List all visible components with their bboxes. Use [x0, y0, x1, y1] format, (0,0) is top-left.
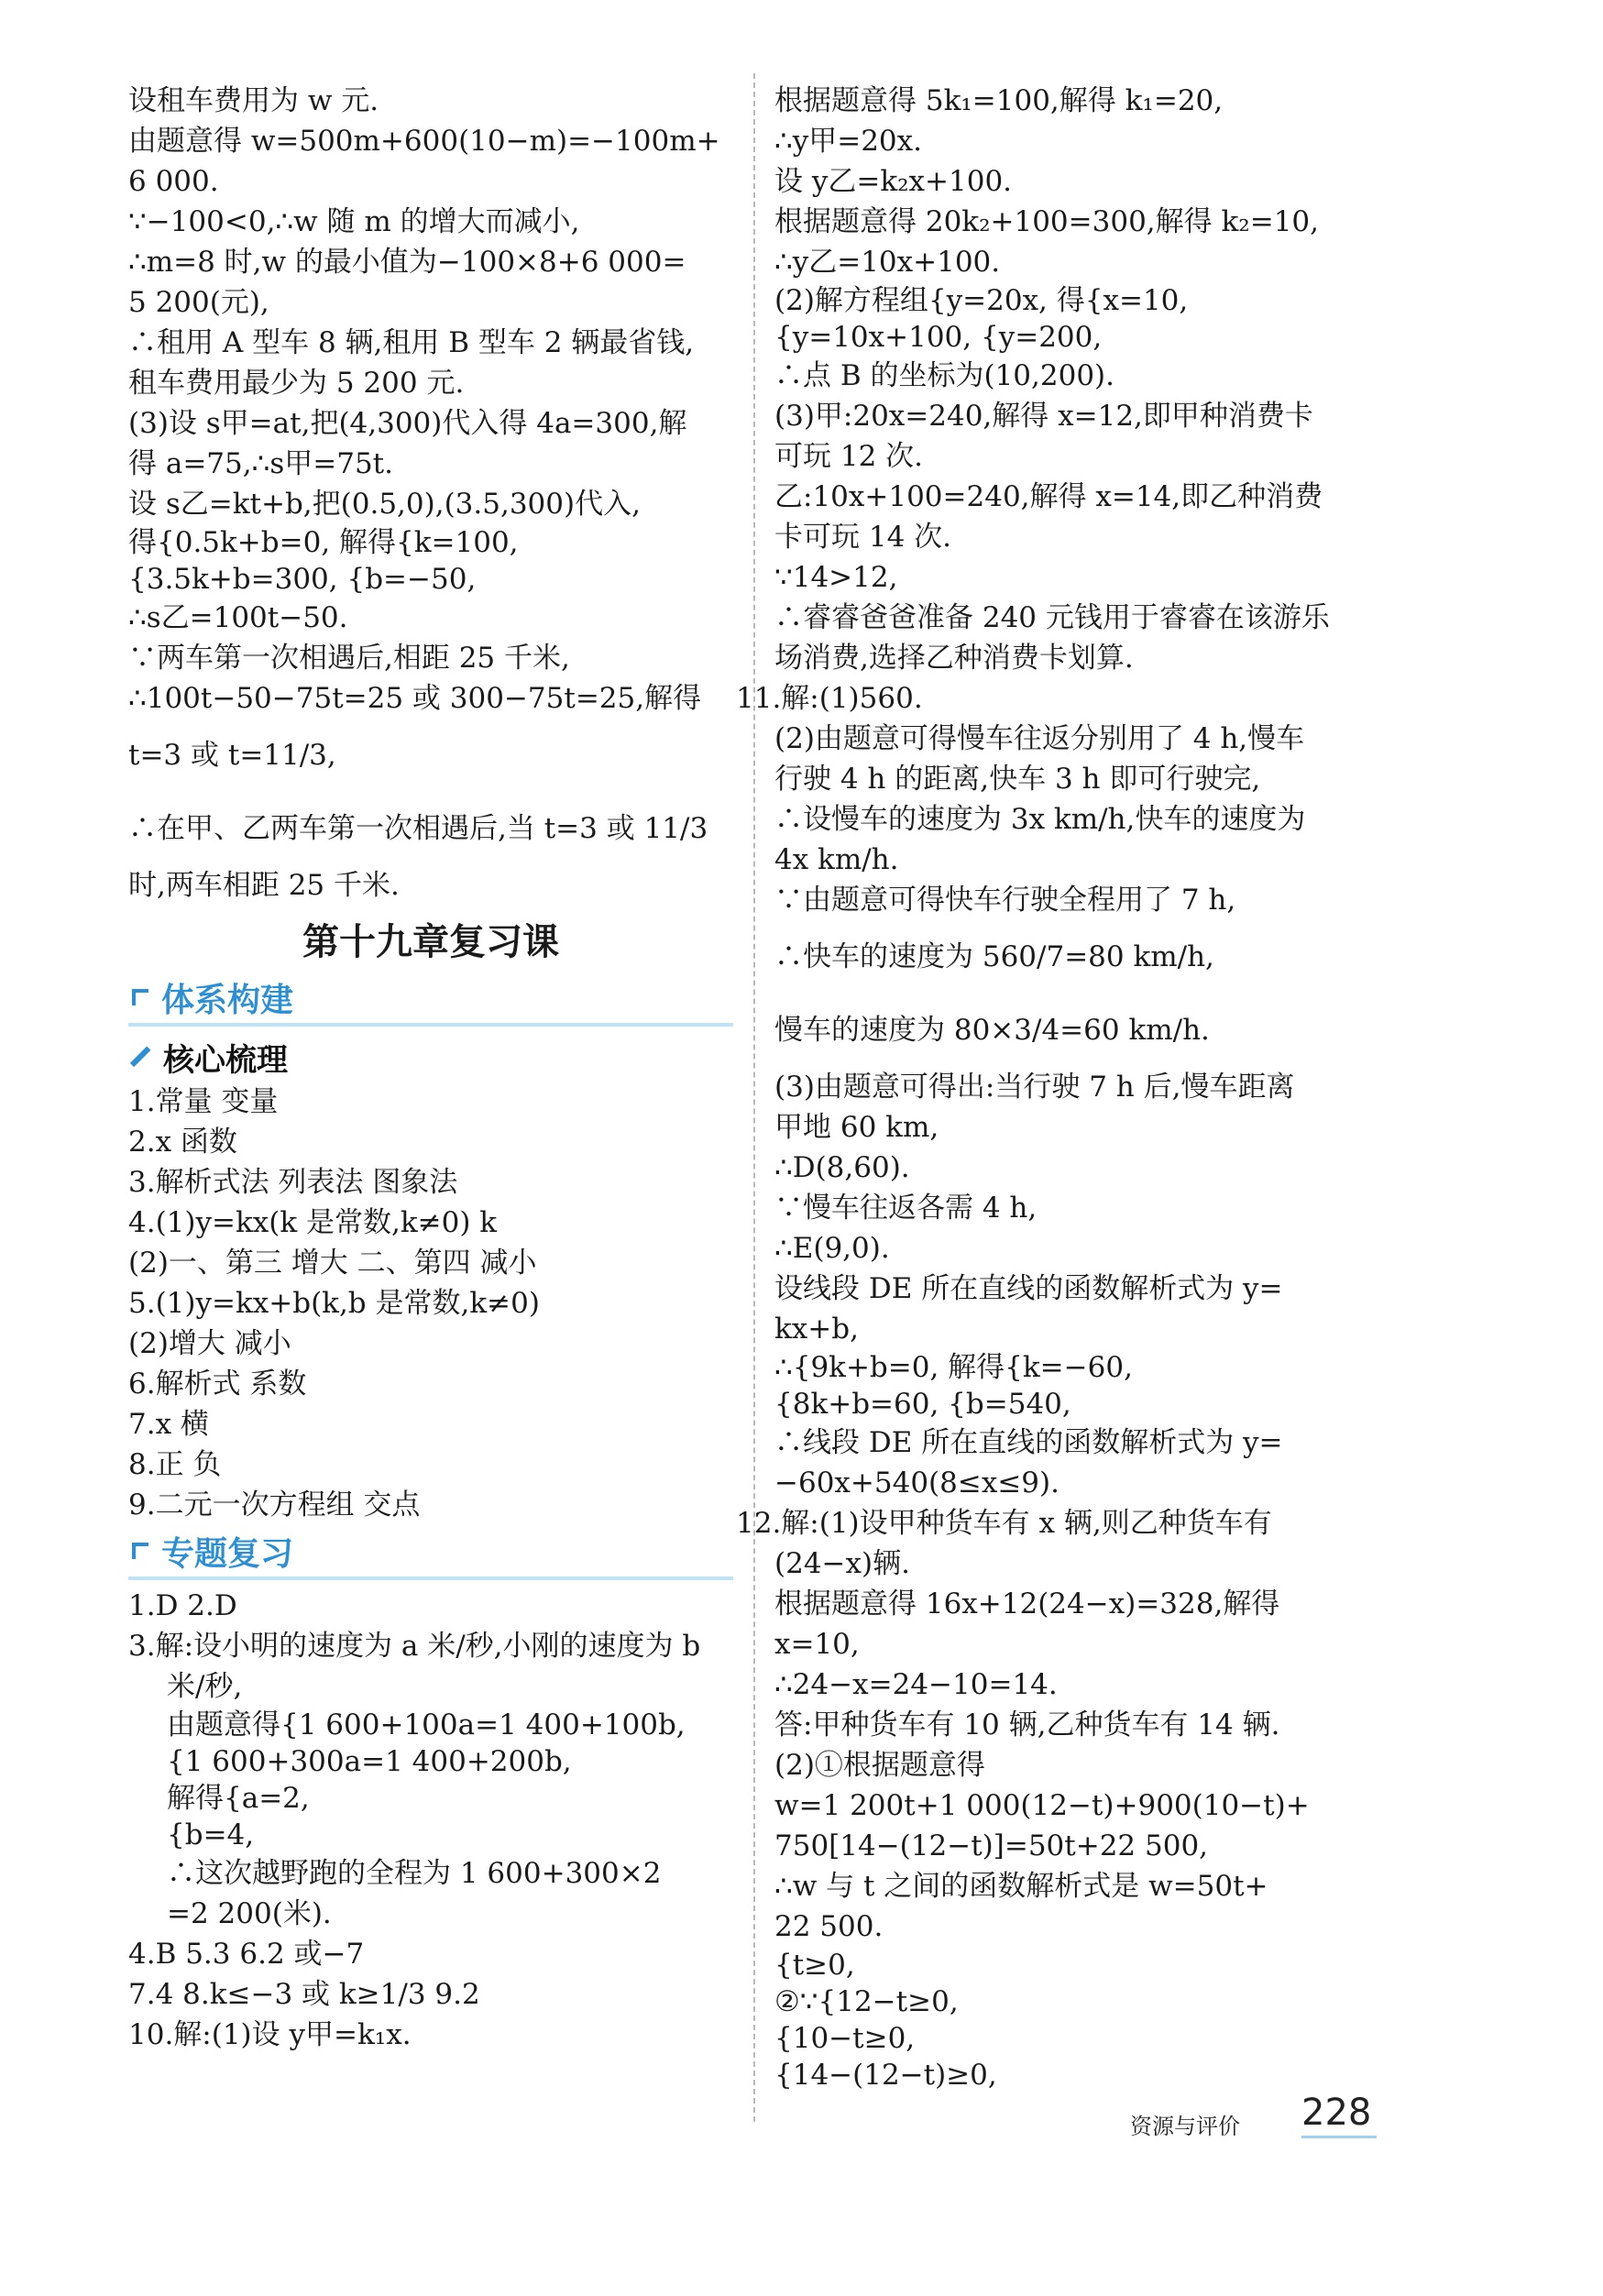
text-line: 租车费用最少为 5 200 元.: [128, 367, 465, 400]
text-line-fraction: ∴在甲、乙两车第一次相遇后,当 t=3 或 11/3: [128, 812, 708, 845]
equation-system-line: {8k+b=60, {b=540,: [774, 1388, 1071, 1421]
text-line: 由题意得 w=500m+600(10−m)=−100m+: [128, 125, 720, 158]
page-number: 228: [1301, 2092, 1372, 2134]
equation-system-line: ∴{9k+b=0, 解得{k=−60,: [774, 1351, 1133, 1384]
text-line: ∵由题意可得快车行驶全程用了 7 h,: [774, 884, 1236, 917]
text-line: 22 500.: [774, 1910, 884, 1943]
text-line: 场消费,选择乙种消费卡划算.: [774, 642, 1134, 675]
text-line-fraction: ∴快车的速度为 560/7=80 km/h,: [774, 940, 1214, 973]
review-line: 米/秒,: [167, 1670, 243, 1703]
section-header-system: [128, 972, 733, 1027]
review-line: 3.解:设小明的速度为 a 米/秒,小刚的速度为 b: [128, 1630, 701, 1663]
chapter-title: 第十九章复习课: [302, 921, 559, 963]
text-line: 答:甲种货车有 10 辆,乙种货车有 14 辆.: [774, 1708, 1280, 1741]
text-line: ∴点 B 的坐标为(10,200).: [774, 359, 1115, 392]
text-line: ∵14>12,: [774, 561, 898, 594]
text-line: (3)设 s甲=at,把(4,300)代入得 4a=300,解: [128, 407, 687, 440]
review-line: ∴这次越野跑的全程为 1 600+300×2: [167, 1857, 662, 1890]
summary-item: 7.x 横: [128, 1408, 209, 1441]
text-line: 可玩 12 次.: [774, 440, 924, 473]
text-line: 卡可玩 14 次.: [774, 521, 952, 554]
equation-system-line: {y=10x+100, {y=200,: [774, 321, 1103, 354]
text-line-fraction: 慢车的速度为 80×3/4=60 km/h.: [774, 1014, 1210, 1047]
text-line: w=1 200t+1 000(12−t)+900(10−t)+: [774, 1789, 1310, 1822]
text-line: 设线段 DE 所在直线的函数解析式为 y=: [774, 1272, 1283, 1305]
review-line: =2 200(米).: [167, 1897, 332, 1930]
equation-system-line: {3.5k+b=300, {b=−50,: [128, 563, 477, 596]
pencil-icon: [128, 1044, 154, 1070]
page-number-underline: [1301, 2136, 1377, 2138]
text-line: 4x km/h.: [774, 843, 899, 876]
text-line: kx+b,: [774, 1313, 859, 1346]
review-line: 1.D 2.D: [128, 1589, 237, 1622]
summary-item: 1.常量 变量: [128, 1085, 279, 1118]
section-title: 专题复习: [161, 1534, 294, 1573]
text-line: 11.解:(1)560.: [736, 682, 923, 715]
text-line: ∴设慢车的速度为 3x km/h,快车的速度为: [774, 803, 1306, 836]
text-line: 时,两车相距 25 千米.: [128, 869, 400, 902]
text-line: ∴睿睿爸爸准备 240 元钱用于睿睿在该游乐: [774, 601, 1330, 634]
summary-item: (2)增大 减小: [128, 1327, 291, 1360]
text-line: 乙:10x+100=240,解得 x=14,即乙种消费: [774, 480, 1323, 513]
text-line: 甲地 60 km,: [774, 1111, 939, 1144]
right-column: [736, 81, 1407, 2093]
text-line: x=10,: [774, 1628, 860, 1661]
equation-system-line: {10−t≥0,: [774, 2022, 916, 2055]
text-line: 12.解:(1)设甲种货车有 x 辆,则乙种货车有: [736, 1507, 1272, 1540]
text-line: 设 s乙=kt+b,把(0.5,0),(3.5,300)代入,: [128, 488, 641, 521]
text-line-fraction: t=3 或 t=11/3,: [128, 739, 336, 772]
left-column: [128, 81, 733, 2055]
section-marker-icon: [128, 1539, 152, 1563]
text-line: 根据题意得 20k₂+100=300,解得 k₂=10,: [774, 205, 1319, 238]
text-line: ∴线段 DE 所在直线的函数解析式为 y=: [774, 1426, 1283, 1459]
text-line: 750[14−(12−t)]=50t+22 500,: [774, 1829, 1209, 1862]
text-line: 得 a=75,∴s甲=75t.: [128, 447, 393, 480]
summary-item: 6.解析式 系数: [128, 1368, 307, 1401]
text-line: ∵两车第一次相遇后,相距 25 千米,: [128, 642, 570, 675]
summary-item: 2.x 函数: [128, 1126, 237, 1159]
column-divider: [753, 73, 755, 2122]
summary-item: 5.(1)y=kx+b(k,b 是常数,k≠0): [128, 1287, 540, 1320]
text-line: ∵−100<0,∴w 随 m 的增大而减小,: [128, 205, 580, 238]
text-line: 设租车费用为 w 元.: [128, 84, 379, 117]
section-header-review: [128, 1525, 733, 1580]
equation-system-line: {1 600+300a=1 400+200b,: [167, 1745, 572, 1778]
text-line: (3)由题意可得出:当行驶 7 h 后,慢车距离: [774, 1071, 1295, 1104]
summary-item: 4.(1)y=kx(k 是常数,k≠0) k: [128, 1206, 498, 1239]
text-line: ∴D(8,60).: [774, 1151, 910, 1184]
text-line: 6 000.: [128, 165, 219, 198]
equation-system-line: (2)解方程组{y=20x, 得{x=10,: [774, 284, 1189, 317]
text-line: ∴租用 A 型车 8 辆,租用 B 型车 2 辆最省钱,: [128, 326, 695, 359]
section-title: 体系构建: [161, 981, 294, 1019]
review-line: 7.4 8.k≤−3 或 k≥1/3 9.2: [128, 1978, 480, 2011]
equation-system-line: 由题意得{1 600+100a=1 400+100b,: [167, 1708, 686, 1741]
equation-system-line: ②∵{12−t≥0,: [774, 1985, 959, 2018]
text-line: ∴y甲=20x.: [774, 125, 922, 158]
equation-system-line: 得{0.5k+b=0, 解得{k=100,: [128, 526, 519, 559]
text-line: (2)①根据题意得: [774, 1749, 985, 1782]
text-line: ∵慢车往返各需 4 h,: [774, 1192, 1038, 1225]
section-marker-icon: [128, 985, 152, 1009]
subsection-title: 核心梳理: [163, 1041, 288, 1079]
text-line: (3)甲:20x=240,解得 x=12,即甲种消费卡: [774, 400, 1313, 433]
text-line: ∴s乙=100t−50.: [128, 601, 348, 634]
subsection-header: [128, 1032, 733, 1082]
text-line: 行驶 4 h 的距离,快车 3 h 即可行驶完,: [774, 763, 1261, 796]
summary-item: (2)一、第三 增大 二、第四 减小: [128, 1247, 537, 1280]
text-line: 设 y乙=k₂x+100.: [774, 165, 1013, 198]
text-line: (2)由题意可得慢车往返分别用了 4 h,慢车: [774, 722, 1305, 755]
summary-item: 3.解析式法 列表法 图象法: [128, 1166, 458, 1199]
equation-system-line: 解得{a=2,: [167, 1782, 310, 1815]
text-line: ∴m=8 时,w 的最小值为−100×8+6 000=: [128, 246, 686, 279]
text-line: ∴E(9,0).: [774, 1232, 890, 1265]
text-line: ∴w 与 t 之间的函数解析式是 w=50t+: [774, 1870, 1268, 1903]
footer-label: 资源与评价: [1130, 2114, 1240, 2139]
text-line: 根据题意得 5k₁=100,解得 k₁=20,: [774, 84, 1224, 117]
text-line: 5 200(元),: [128, 286, 269, 319]
text-line: 根据题意得 16x+12(24−x)=328,解得: [774, 1587, 1280, 1620]
text-line: (24−x)辆.: [774, 1547, 910, 1580]
text-line: −60x+540(8≤x≤9).: [774, 1467, 1060, 1500]
equation-system-line: {t≥0,: [774, 1949, 855, 1982]
text-line: ∴24−x=24−10=14.: [774, 1668, 1058, 1701]
equation-system-line: {14−(12−t)≥0,: [774, 2059, 997, 2092]
summary-item: 9.二元一次方程组 交点: [128, 1489, 421, 1522]
text-line: ∴100t−50−75t=25 或 300−75t=25,解得: [128, 682, 702, 715]
review-line: 4.B 5.3 6.2 或−7: [128, 1938, 365, 1971]
text-line: ∴y乙=10x+100.: [774, 246, 1001, 279]
equation-system-line: {b=4,: [167, 1818, 255, 1851]
review-line: 10.解:(1)设 y甲=k₁x.: [128, 2018, 412, 2051]
summary-item: 8.正 负: [128, 1448, 222, 1481]
